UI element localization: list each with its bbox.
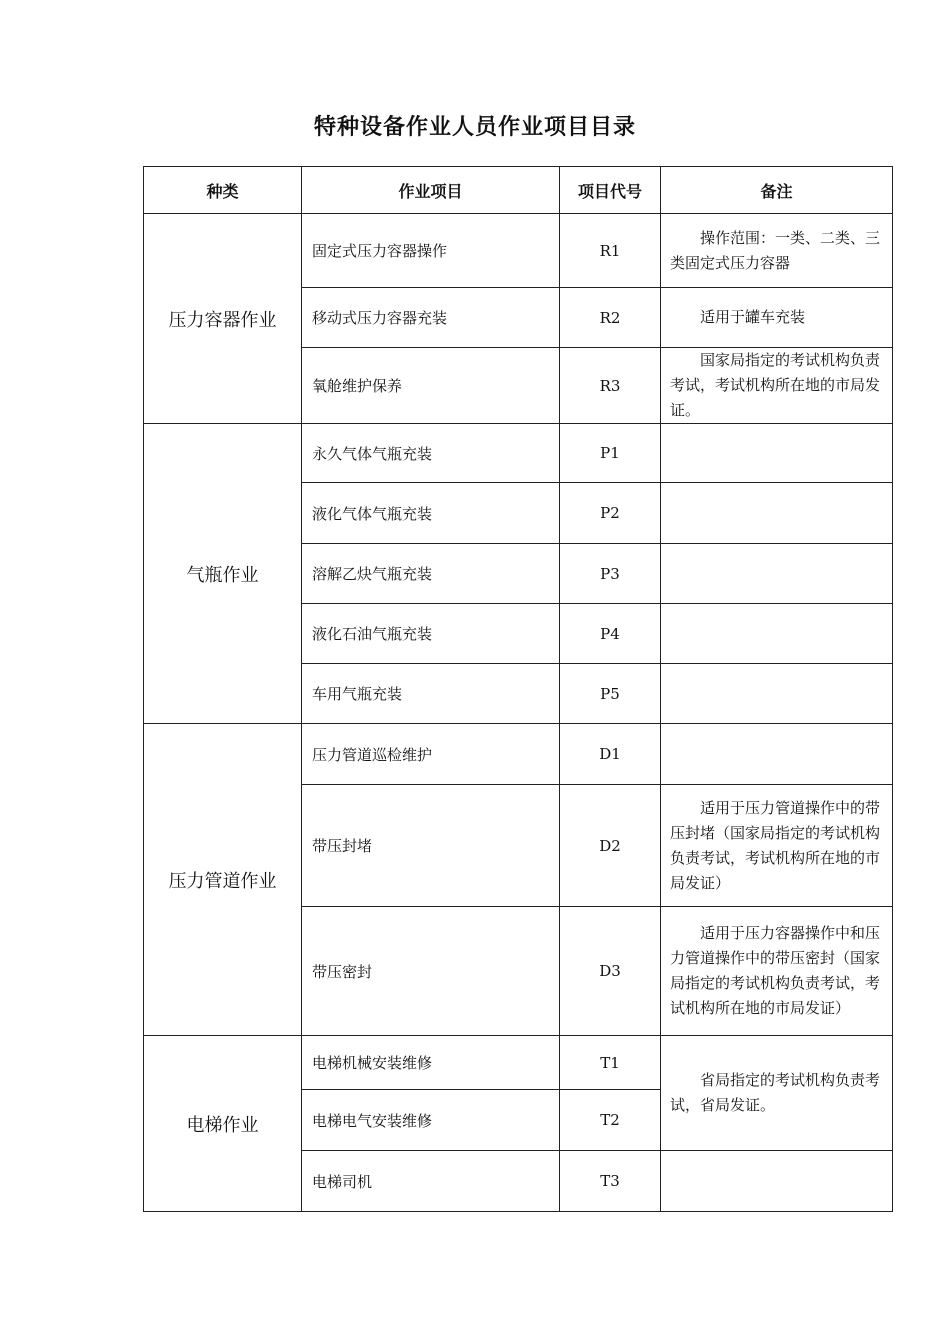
item-code: P4 xyxy=(560,604,661,664)
item-name: 电梯机械安装维修 xyxy=(302,1036,560,1090)
item-note: 省局指定的考试机构负责考试，省局发证。 xyxy=(661,1036,893,1151)
item-name: 永久气体气瓶充装 xyxy=(302,424,560,483)
item-code: R2 xyxy=(560,288,661,348)
item-name: 液化气体气瓶充装 xyxy=(302,483,560,544)
category-pressure-pipeline: 压力管道作业 xyxy=(144,724,302,1036)
page-title: 特种设备作业人员作业项目目录 xyxy=(313,115,636,140)
operation-items-table xyxy=(143,166,893,1212)
item-name: 电梯司机 xyxy=(302,1151,560,1212)
item-note xyxy=(661,483,893,544)
item-note: 操作范围：一类、二类、三类固定式压力容器 xyxy=(661,214,893,288)
item-note: 适用于压力管道操作中的带压封堵（国家局指定的考试机构负责考试，考试机构所在地的市局发证） xyxy=(661,785,893,907)
item-code: T2 xyxy=(560,1090,661,1151)
item-code: R1 xyxy=(560,214,661,288)
item-name: 车用气瓶充装 xyxy=(302,664,560,724)
item-note xyxy=(661,544,893,604)
header-code: 项目代号 xyxy=(560,167,661,214)
item-name: 带压封堵 xyxy=(302,785,560,907)
item-code: P5 xyxy=(560,664,661,724)
item-name: 电梯电气安装维修 xyxy=(302,1090,560,1151)
item-code: T1 xyxy=(560,1036,661,1090)
item-note: 适用于压力容器操作中和压力管道操作中的带压密封（国家局指定的考试机构负责考试，考试机构所在地的市局发证） xyxy=(661,907,893,1036)
item-note xyxy=(661,664,893,724)
item-note xyxy=(661,1151,893,1212)
item-note: 适用于罐车充装 xyxy=(661,288,893,348)
item-note: 国家局指定的考试机构负责考试，考试机构所在地的市局发证。 xyxy=(661,348,893,424)
item-note xyxy=(661,604,893,664)
item-code: D3 xyxy=(560,907,661,1036)
header-row xyxy=(144,167,893,214)
item-note xyxy=(661,424,893,483)
item-code: R3 xyxy=(560,348,661,424)
item-name: 溶解乙炔气瓶充装 xyxy=(302,544,560,604)
header-category: 种类 xyxy=(144,167,302,214)
item-name: 压力管道巡检维护 xyxy=(302,724,560,785)
item-name: 带压密封 xyxy=(302,907,560,1036)
item-name: 固定式压力容器操作 xyxy=(302,214,560,288)
item-code: P1 xyxy=(560,424,661,483)
item-name: 液化石油气瓶充装 xyxy=(302,604,560,664)
item-name: 移动式压力容器充装 xyxy=(302,288,560,348)
item-note xyxy=(661,724,893,785)
item-code: D2 xyxy=(560,785,661,907)
category-pressure-vessel: 压力容器作业 xyxy=(144,214,302,424)
item-code: T3 xyxy=(560,1151,661,1212)
item-code: P2 xyxy=(560,483,661,544)
category-gas-cylinder: 气瓶作业 xyxy=(144,424,302,724)
category-elevator: 电梯作业 xyxy=(144,1036,302,1212)
table-row xyxy=(144,424,893,483)
item-code: D1 xyxy=(560,724,661,785)
table-row xyxy=(144,724,893,785)
item-code: P3 xyxy=(560,544,661,604)
header-note: 备注 xyxy=(661,167,893,214)
table-row xyxy=(144,1036,893,1090)
item-name: 氧舱维护保养 xyxy=(302,348,560,424)
table-row xyxy=(144,214,893,288)
header-item: 作业项目 xyxy=(302,167,560,214)
